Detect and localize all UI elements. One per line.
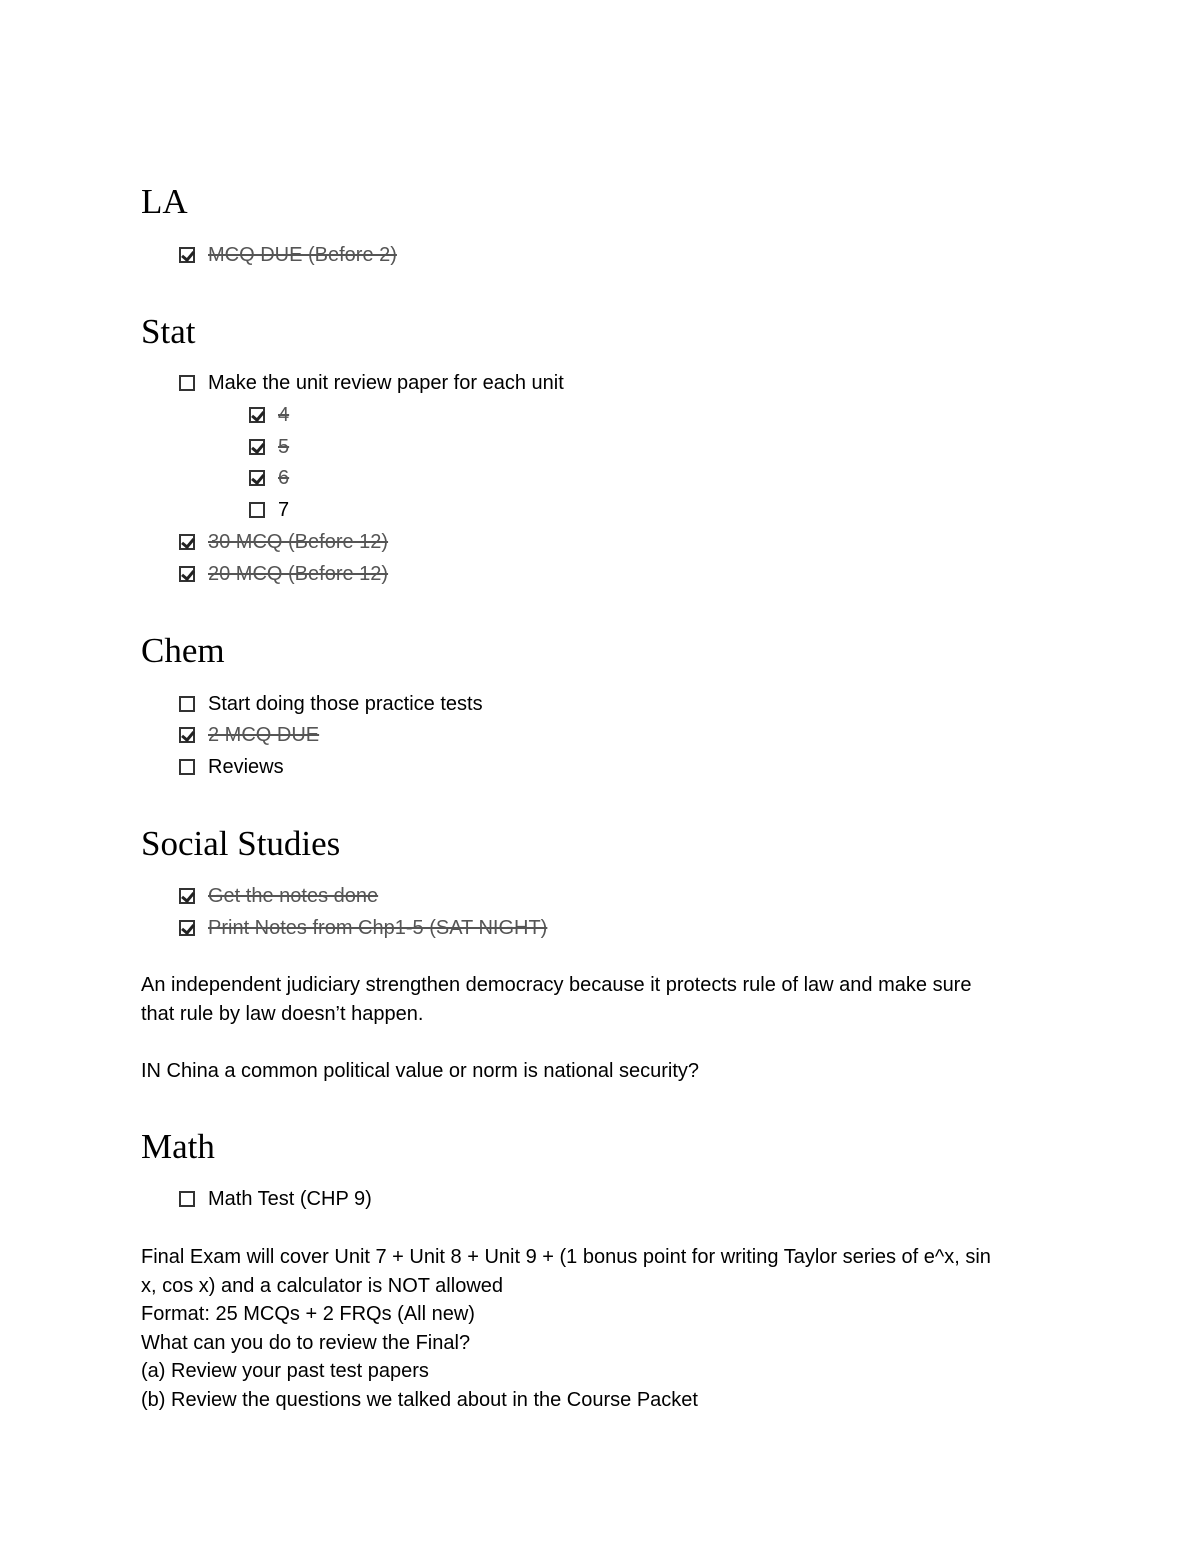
checklist-item [179, 370, 564, 396]
section-heading-la: LA [141, 182, 188, 221]
checklist-item [179, 691, 483, 717]
checkbox-checked[interactable] [179, 247, 195, 263]
notes-line: What can you do to review the Final? [141, 1331, 471, 1354]
checklist-item-text: 5 [278, 436, 290, 458]
social-studies-question [141, 1057, 1071, 1086]
checklist-item-text: Get the notes done [208, 885, 379, 907]
checkbox-checked[interactable] [179, 888, 195, 904]
checklist-item-text: Start doing those practice tests [208, 693, 483, 715]
checklist-item [179, 1186, 372, 1212]
paragraph-line: IN China a common political value or norm is national security? [141, 1060, 700, 1082]
checklist-item [179, 242, 397, 268]
checklist-item-text: 6 [278, 467, 290, 489]
checklist-item-text: Math Test (CHP 9) [208, 1188, 372, 1210]
checkbox-checked[interactable] [179, 727, 195, 743]
checkbox-checked[interactable] [179, 534, 195, 550]
checklist-item-text: 7 [278, 499, 290, 521]
checklist-item [179, 915, 547, 941]
checklist-item-text: 4 [278, 404, 290, 426]
checkbox-checked[interactable] [179, 566, 195, 582]
paragraph-line: An independent judiciary strengthen democracy because it protects rule of law and make sure [141, 974, 972, 996]
checkbox-unchecked[interactable] [249, 502, 265, 518]
section-heading-social-studies: Social Studies [141, 824, 341, 863]
checkbox-unchecked[interactable] [179, 1191, 195, 1207]
checkbox-unchecked[interactable] [179, 375, 195, 391]
checklist-item [179, 883, 378, 909]
section-heading-chem: Chem [141, 631, 225, 670]
checklist-subitem [249, 497, 289, 523]
checklist-item [179, 561, 388, 587]
checklist-subitem [249, 465, 289, 491]
checklist-item-text: Print Notes from Chp1-5 (SAT NIGHT) [208, 917, 548, 939]
notes-line: Format: 25 MCQs + 2 FRQs (All new) [141, 1303, 475, 1325]
section-heading-math: Math [141, 1127, 215, 1166]
social-studies-paragraph [141, 971, 1071, 1028]
math-notes [141, 1243, 1071, 1414]
checkbox-checked[interactable] [179, 920, 195, 936]
checklist-item-text: MCQ DUE (Before 2) [208, 244, 397, 266]
notes-line: (b) Review the questions we talked about in the Course Packet [141, 1388, 698, 1411]
checkbox-unchecked[interactable] [179, 759, 195, 775]
section-heading-stat: Stat [141, 312, 196, 351]
checklist-item-text: Reviews [208, 756, 284, 778]
checkbox-unchecked[interactable] [179, 696, 195, 712]
checklist-item [179, 529, 388, 555]
checklist-item-text: 20 MCQ (Before 12) [208, 563, 389, 585]
paragraph-line: that rule by law doesn’t happen. [141, 1002, 424, 1025]
checklist-item [179, 722, 319, 748]
checkbox-checked[interactable] [249, 470, 265, 486]
checklist-item [179, 754, 284, 780]
checklist-item-text: 2 MCQ DUE [208, 724, 320, 746]
notes-line: x, cos x) and a calculator is NOT allowed [141, 1274, 504, 1297]
checklist-item-text: Make the unit review paper for each unit [208, 372, 564, 394]
checkbox-checked[interactable] [249, 439, 265, 455]
notes-line: (a) Review your past test papers [141, 1360, 429, 1382]
checklist-subitem [249, 402, 289, 428]
checkbox-checked[interactable] [249, 407, 265, 423]
checklist-item-text: 30 MCQ (Before 12) [208, 531, 389, 553]
notes-line: Final Exam will cover Unit 7 + Unit 8 + Unit 9 + (1 bonus point for writing Taylor series of e^x, sin [141, 1246, 991, 1268]
checklist-subitem [249, 434, 289, 460]
